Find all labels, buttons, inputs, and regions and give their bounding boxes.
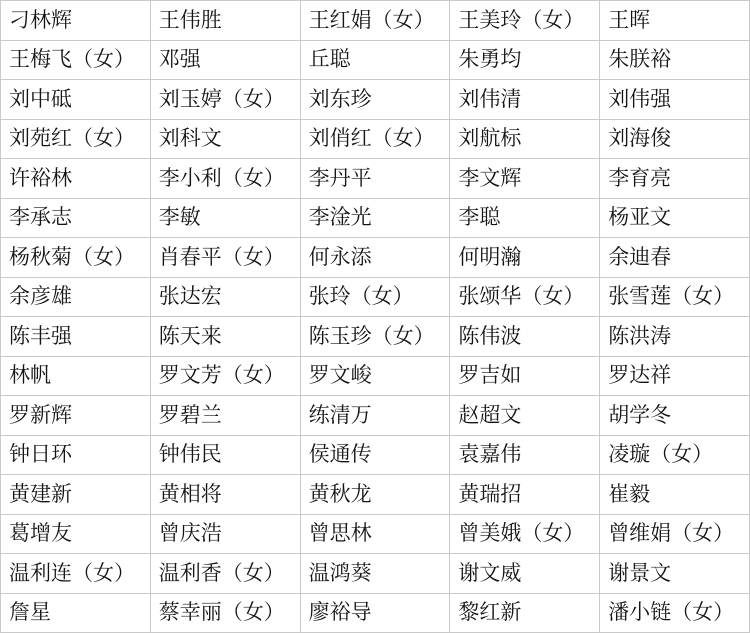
table-row bbox=[1, 198, 750, 238]
name-cell: 刘伟强 bbox=[600, 80, 750, 120]
name-cell: 侯通传 bbox=[300, 435, 450, 475]
name-cell: 张玲（女） bbox=[300, 277, 450, 317]
table-row bbox=[1, 435, 750, 475]
name-cell: 曾庆浩 bbox=[150, 514, 300, 554]
name-cell: 陈洪涛 bbox=[600, 317, 750, 357]
roster-body bbox=[1, 1, 750, 633]
name-cell: 刘航标 bbox=[450, 119, 600, 159]
name-cell: 陈伟波 bbox=[450, 317, 600, 357]
name-cell: 李小利（女） bbox=[150, 159, 300, 199]
name-cell: 黄相将 bbox=[150, 475, 300, 515]
name-cell: 朱勇均 bbox=[450, 40, 600, 80]
name-cell: 杨秋菊（女） bbox=[1, 238, 151, 278]
name-cell: 李丹平 bbox=[300, 159, 450, 199]
name-cell: 潘小链（女） bbox=[600, 593, 750, 633]
name-cell: 张达宏 bbox=[150, 277, 300, 317]
name-cell: 罗新辉 bbox=[1, 396, 151, 436]
name-cell: 曾美娥（女） bbox=[450, 514, 600, 554]
table-row bbox=[1, 80, 750, 120]
name-cell: 刘苑红（女） bbox=[1, 119, 151, 159]
table-row bbox=[1, 40, 750, 80]
name-cell: 邓强 bbox=[150, 40, 300, 80]
name-cell: 陈天来 bbox=[150, 317, 300, 357]
name-cell: 李文辉 bbox=[450, 159, 600, 199]
name-cell: 曾思林 bbox=[300, 514, 450, 554]
name-cell: 黄建新 bbox=[1, 475, 151, 515]
name-cell: 谢文威 bbox=[450, 554, 600, 594]
table-row bbox=[1, 277, 750, 317]
table-row bbox=[1, 356, 750, 396]
name-cell: 刁林辉 bbox=[1, 1, 151, 41]
name-cell: 温利香（女） bbox=[150, 554, 300, 594]
name-cell: 葛增友 bbox=[1, 514, 151, 554]
name-cell: 崔毅 bbox=[600, 475, 750, 515]
name-cell: 罗吉如 bbox=[450, 356, 600, 396]
name-cell: 钟日环 bbox=[1, 435, 151, 475]
name-cell: 王梅飞（女） bbox=[1, 40, 151, 80]
table-row bbox=[1, 317, 750, 357]
name-cell: 朱朕裕 bbox=[600, 40, 750, 80]
name-cell: 黄秋龙 bbox=[300, 475, 450, 515]
name-cell: 罗达祥 bbox=[600, 356, 750, 396]
name-cell: 黄瑞招 bbox=[450, 475, 600, 515]
name-cell: 刘科文 bbox=[150, 119, 300, 159]
name-cell: 杨亚文 bbox=[600, 198, 750, 238]
name-cell: 丘聪 bbox=[300, 40, 450, 80]
name-cell: 罗碧兰 bbox=[150, 396, 300, 436]
name-cell: 罗文峻 bbox=[300, 356, 450, 396]
name-cell: 张颂华（女） bbox=[450, 277, 600, 317]
name-cell: 廖裕导 bbox=[300, 593, 450, 633]
name-cell: 曾维娟（女） bbox=[600, 514, 750, 554]
name-cell: 詹星 bbox=[1, 593, 151, 633]
name-cell: 余彦雄 bbox=[1, 277, 151, 317]
name-cell: 蔡幸丽（女） bbox=[150, 593, 300, 633]
name-cell: 肖春平（女） bbox=[150, 238, 300, 278]
name-cell: 陈玉珍（女） bbox=[300, 317, 450, 357]
name-cell: 温利连（女） bbox=[1, 554, 151, 594]
name-cell: 黎红新 bbox=[450, 593, 600, 633]
name-cell: 赵超文 bbox=[450, 396, 600, 436]
name-cell: 何明瀚 bbox=[450, 238, 600, 278]
name-cell: 陈丰强 bbox=[1, 317, 151, 357]
name-cell: 王伟胜 bbox=[150, 1, 300, 41]
name-cell: 何永添 bbox=[300, 238, 450, 278]
name-cell: 罗文芳（女） bbox=[150, 356, 300, 396]
name-cell: 凌璇（女） bbox=[600, 435, 750, 475]
name-cell: 李承志 bbox=[1, 198, 151, 238]
table-row bbox=[1, 593, 750, 633]
table-row bbox=[1, 554, 750, 594]
name-cell: 胡学冬 bbox=[600, 396, 750, 436]
name-cell: 刘伟清 bbox=[450, 80, 600, 120]
table-row bbox=[1, 159, 750, 199]
table-row bbox=[1, 1, 750, 41]
name-cell: 林帆 bbox=[1, 356, 151, 396]
name-cell: 李敏 bbox=[150, 198, 300, 238]
table-row bbox=[1, 475, 750, 515]
table-row bbox=[1, 514, 750, 554]
name-cell: 王晖 bbox=[600, 1, 750, 41]
name-cell: 练清万 bbox=[300, 396, 450, 436]
name-cell: 温鸿葵 bbox=[300, 554, 450, 594]
name-cell: 王红娟（女） bbox=[300, 1, 450, 41]
table-row bbox=[1, 119, 750, 159]
name-cell: 许裕林 bbox=[1, 159, 151, 199]
name-cell: 谢景文 bbox=[600, 554, 750, 594]
name-cell: 刘俏红（女） bbox=[300, 119, 450, 159]
name-cell: 李聪 bbox=[450, 198, 600, 238]
name-cell: 刘东珍 bbox=[300, 80, 450, 120]
name-cell: 余迪春 bbox=[600, 238, 750, 278]
table-row bbox=[1, 396, 750, 436]
name-cell: 刘中砥 bbox=[1, 80, 151, 120]
name-cell: 张雪莲（女） bbox=[600, 277, 750, 317]
name-cell: 袁嘉伟 bbox=[450, 435, 600, 475]
table-row bbox=[1, 238, 750, 278]
name-cell: 李育亮 bbox=[600, 159, 750, 199]
name-cell: 王美玲（女） bbox=[450, 1, 600, 41]
name-cell: 李淦光 bbox=[300, 198, 450, 238]
name-cell: 刘玉婷（女） bbox=[150, 80, 300, 120]
name-cell: 钟伟民 bbox=[150, 435, 300, 475]
name-cell: 刘海俊 bbox=[600, 119, 750, 159]
